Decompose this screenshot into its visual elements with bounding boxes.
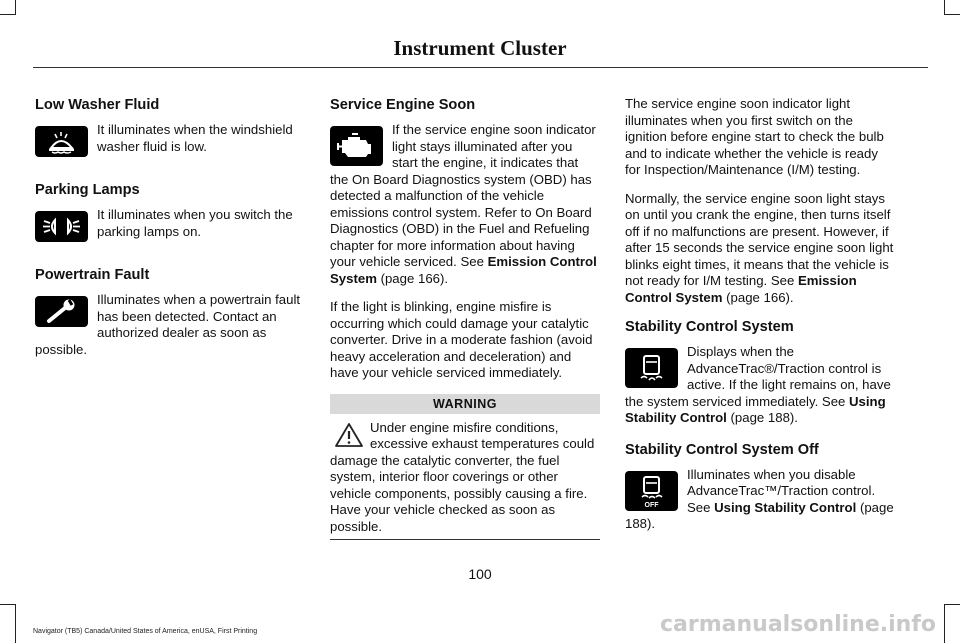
off-label: OFF xyxy=(644,501,659,509)
section-heading: Stability Control System Off xyxy=(625,441,819,458)
crop-mark xyxy=(944,604,960,605)
stability-text: Displays when the AdvanceTrac®/Traction control is active. If the light remains on, have the system serviced immediately. See xyxy=(625,344,891,409)
section-heading: Powertrain Fault xyxy=(35,267,150,283)
emission-control-link[interactable]: Emission Control System xyxy=(625,273,857,305)
crop-mark xyxy=(944,0,945,15)
column-right xyxy=(625,96,895,547)
service-text: Normally, the service engine soon light stays on until you crank the engine, then turns itself off if no malfunctions are present. However, if after 15 seconds the service engine soon light blinks eight times, it means that the vehicle is not ready for I/M testing. See xyxy=(625,190,894,288)
wrench-icon xyxy=(35,296,88,327)
section-heading: Parking Lamps xyxy=(35,182,140,198)
section-heading: Service Engine Soon xyxy=(330,97,476,113)
section-text: The service engine soon indicator light illuminates when you first switch on the ignition before engine start to check the bulb and to indicate whether the vehicle is ready for Inspection/Maintenance (I/M) testing. xyxy=(625,96,884,177)
crop-mark xyxy=(15,604,16,643)
warning-divider xyxy=(330,539,600,540)
section-parking-lamps xyxy=(35,181,305,252)
section-text: If the light is blinking, engine misfire is occurring which could damage your catalytic converter. Drive in a moderate fashion (avoid heavy acceleration and deceleration) and have your vehicle serviced immediately. xyxy=(330,299,593,380)
stability-off-text: Illuminates when you disable AdvanceTrac™/Traction control. See xyxy=(687,466,876,515)
crop-mark xyxy=(0,14,16,15)
section-text: It illuminates when you switch the parking lamps on. xyxy=(97,207,293,239)
engine-icon xyxy=(330,126,383,166)
stability-control-link[interactable]: Using Stability Control xyxy=(625,393,886,425)
section-text: It illuminates when the windshield washer fluid is low. xyxy=(97,122,293,154)
section-low-washer-fluid xyxy=(35,96,305,167)
emission-control-link[interactable]: Emission Control System xyxy=(330,254,597,286)
page-number: 100 xyxy=(468,566,492,582)
column-left xyxy=(35,96,305,372)
page-title: Instrument Cluster xyxy=(393,36,567,60)
stability-control-icon xyxy=(625,348,678,388)
page-ref: (page 166). xyxy=(376,270,449,286)
footer-text: Navigator (TB5) Canada/United States of America, enUSA, First Printing xyxy=(33,628,258,635)
section-text: Illuminates when a powertrain fault has been detected. Contact an authorized dealer as soon as possible. xyxy=(35,292,301,357)
washer-fluid-icon xyxy=(35,126,88,157)
column-middle xyxy=(330,96,600,540)
section-heading: Low Washer Fluid xyxy=(35,97,160,113)
crop-mark xyxy=(0,604,16,605)
crop-mark xyxy=(944,604,945,643)
section-heading: Stability Control System xyxy=(625,319,794,335)
page-ref: (page 166). xyxy=(722,289,794,305)
section-stability-control-off xyxy=(625,441,895,533)
parking-lamps-icon xyxy=(35,211,88,242)
section-powertrain-fault xyxy=(35,266,305,358)
crop-mark xyxy=(15,0,16,15)
stability-control-link[interactable]: Using Stability Control xyxy=(714,499,857,515)
service-text: If the service engine soon indicator light stays illuminated after you start the engine, it indicates that the On Board Diagnostics system (OBD) has detected a malfunction of the vehicle emissions control system. Refer to On Board Diagnostics (OBD) in the Fuel and Refueling chapter for more information about having your vehicle serviced. See xyxy=(330,122,596,269)
header-divider xyxy=(33,67,928,68)
crop-mark xyxy=(944,14,960,15)
page-ref: (page 188). xyxy=(726,410,798,425)
stability-control-off-icon xyxy=(625,471,678,511)
watermark-logo: carmanualsonline.info xyxy=(660,612,936,637)
warning-text: Under engine misfire conditions, excessive exhaust temperatures could damage the catalytic converter, the fuel system, interior floor coverings or other vehicle components, possibly causing a fire. Have your vehicle checked as soon as possible. xyxy=(330,419,595,534)
section-stability-control xyxy=(625,318,895,427)
section-text xyxy=(625,191,895,307)
warning-header: WARNING xyxy=(330,394,600,414)
page-ref: (page 188). xyxy=(625,499,894,531)
warning-triangle-icon xyxy=(334,422,364,448)
